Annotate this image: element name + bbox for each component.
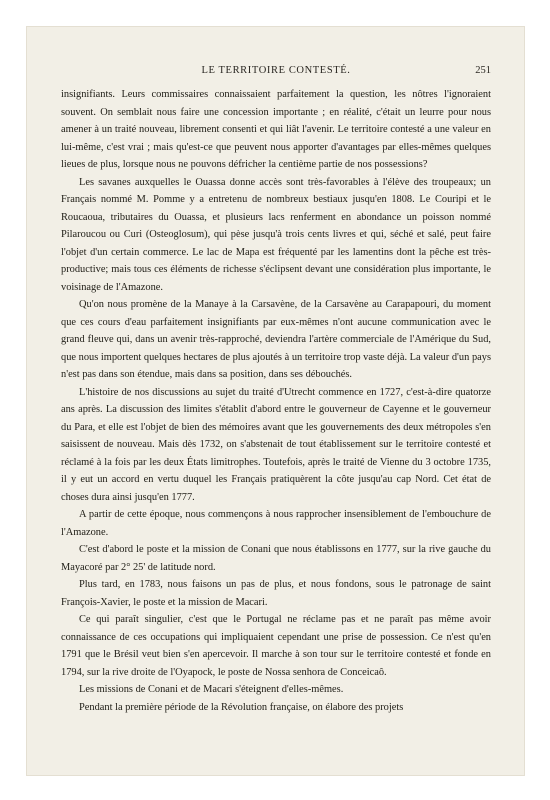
paragraph: Ce qui paraît singulier, c'est que le Portugal ne réclame pas et ne paraît pas même avoir connaissance de ces occupations qui impliquaient cependant une prise de possession. Ce n'est qu'en 1791 que le Brésil veut bien s'en apercevoir. Il marche à son tour sur le territoire contesté et fonde en 1794, sur la rive droite de l'Oyapock, le poste de Nossa senhora de Conceicaô. <box>61 614 491 678</box>
body-text <box>61 86 491 716</box>
paragraph: Les savanes auxquelles le Ouassa donne accès sont très-favorables à l'élève des troupeaux; un Français nommé M. Pomme y a entretenu de nombreux bestiaux jusqu'en 1808. Le Couripi et le Roucaoua, tributaires du Ouassa, et plusieurs lacs renferment en abondance un poisson nommé Pilaroucou ou Curi (Osteoglosum), qui pèse jusqu'à trois cents livres et qui, séché et salé, peut faire l'objet d'un certain commerce. Le lac de Mapa est fréquenté par les lamentins dont la pêche est très-productive; mais tous ces éléments de richesse s'éclipsent devant une considération plus importante, le voisinage de l'Amazone. <box>61 176 491 293</box>
page-number: 251 <box>475 65 491 76</box>
paragraph: Qu'on nous promène de la Manaye à la Carsavène, de la Carsavène au Carapapouri, du moment que ces cours d'eau parfaitement insignifiants par eux-mêmes n'ont aucune communication avec le grand fleuve qui, dans un avenir très-rapproché, deviendra l'artère commerciale de l'Amérique du Sud, que nous importent quelques hectares de plus ajoutés à un territoire trop vaste déjà. La valeur d'un pays n'est pas dans son étendue, mais dans sa position, dans ses débouchés. <box>61 299 491 380</box>
paragraph: insignifiants. Leurs commissaires connaissaient parfaitement la question, les nôtres l'ignoraient souvent. On semblait nous faire une concession importante ; en réalité, c'était un leurre pour nous amener à un traité nouveau, librement consenti et qui liât l'avenir. Le territoire contesté a une valeur en lui-même, c'est vrai ; mais qu'est-ce que peuvent nous apporter d'avantages par elles-mêmes quelques lieues de plus, lorsque nous ne pouvons défricher la centième partie de nos possessions? <box>61 89 491 170</box>
paragraph: C'est d'abord le poste et la mission de Conani que nous établissons en 1777, sur la rive gauche du Mayacoré par 2° 25' de latitude nord. <box>61 544 491 573</box>
paragraph: Plus tard, en 1783, nous faisons un pas de plus, et nous fondons, sous le patronage de saint François-Xavier, le poste et la mission de Macari. <box>61 579 491 608</box>
paragraph: A partir de cette époque, nous commençons à nous rapprocher insensiblement de l'embouchure de l'Amazone. <box>61 509 491 538</box>
page-header <box>61 65 491 81</box>
book-page <box>27 27 524 775</box>
running-title: LE TERRITOIRE CONTESTÉ. <box>201 65 351 76</box>
paragraph: Les missions de Conani et de Macari s'éteignent d'elles-mêmes. <box>79 684 344 695</box>
paragraph: L'histoire de nos discussions au sujet du traité d'Utrecht commence en 1727, c'est-à-dire quatorze ans après. La discussion des limites s'établit d'abord entre le gouverneur de Cayenne et le gouverneur du Para, et elle est l'objet de bien des mémoires avant que les gouvernements des deux métropoles s'en saisissent de nouveau. Mais dès 1732, on s'abstenait de tout établissement sur le territoire contesté et réclamé à la fois par les deux États limitrophes. Toutefois, après le traité de Vienne du 3 octobre 1735, il y eut un accord en vertu duquel les Français pratiquèrent la côte jusqu'au cap Nord. Cet état de choses dura ainsi jusqu'en 1777. <box>61 386 491 503</box>
paragraph: Pendant la première période de la Révolution française, on élabore des projets <box>79 701 404 713</box>
